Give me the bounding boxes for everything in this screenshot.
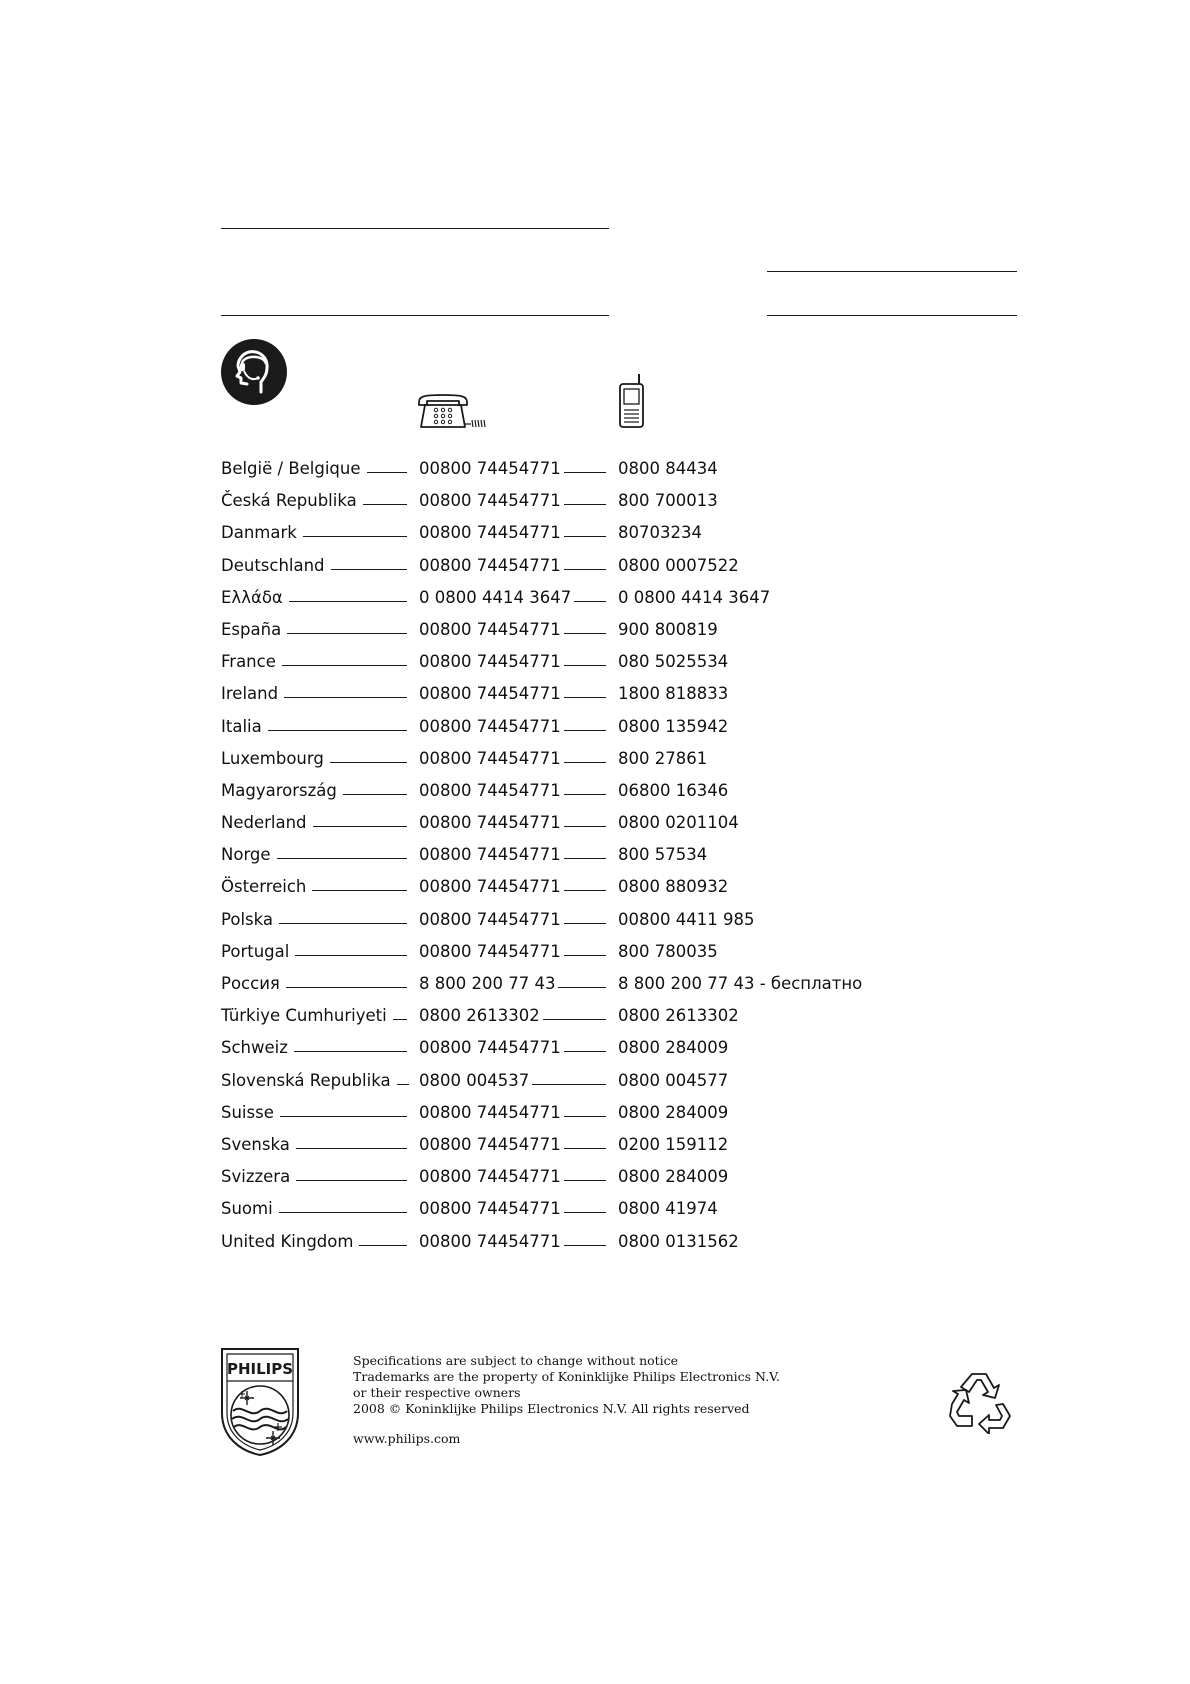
helpline-row [221,871,921,903]
mobile-number: 0800 004577 [618,1070,729,1090]
leader-line [286,968,407,988]
country-cell [221,1193,411,1225]
country-cell [221,1161,411,1193]
mobile-number: 800 57534 [618,845,708,865]
leader-line [543,1000,606,1020]
country-cell [221,743,411,775]
helpline-row [221,968,921,1000]
mobile-number: 0800 0007522 [618,555,739,575]
telephone-number: 00800 74454771 [419,684,561,704]
telephone-cell [419,678,612,710]
telephone-cell [419,839,612,871]
telephone-cell [419,1000,612,1032]
helpline-row [221,1032,921,1064]
leader-line [564,904,606,924]
leader-line [564,743,606,763]
country-name: Deutschland [221,555,325,575]
telephone-number: 00800 74454771 [419,748,561,768]
leader-line [367,453,407,473]
leader-line [564,485,606,505]
country-cell [221,904,411,936]
leader-line [294,1032,407,1052]
country-cell [221,1097,411,1129]
country-cell [221,871,411,903]
leader-line [296,1161,407,1181]
telephone-cell [419,517,612,549]
mobile-number: 0800 284009 [618,1038,729,1058]
telephone-number: 00800 74454771 [419,523,561,543]
country-name: België / Belgique [221,459,361,478]
telephone-cell [419,807,612,839]
country-cell [221,711,411,743]
leader-line [564,1161,606,1181]
telephone-cell [419,968,612,1000]
helpline-row [221,678,921,710]
telephone-cell [419,646,612,678]
country-cell [221,1000,411,1032]
leader-line [564,1032,606,1052]
mobile-number: 0800 135942 [618,716,729,736]
country-cell [221,453,411,485]
telephone-cell [419,1097,612,1129]
leader-line [287,614,407,634]
leader-line [558,968,606,988]
country-name: Россия [221,974,280,993]
leader-line [564,678,606,698]
helpline-row [221,775,921,807]
leader-line [532,1065,606,1085]
telephone-number: 00800 74454771 [419,813,561,833]
country-name: France [221,652,276,672]
leader-line [564,936,606,956]
leader-line [564,839,606,859]
blank-line-1 [221,228,609,229]
leader-line [397,1065,409,1085]
leader-line [564,807,606,827]
country-name: Schweiz [221,1038,288,1058]
telephone-cell [419,1129,612,1161]
country-name: Magyarország [221,780,337,800]
telephone-cell [419,936,612,968]
country-name: Polska [221,909,274,929]
leader-line [284,678,407,698]
mobile-number: 0800 2613302 [618,1006,739,1026]
helpline-row [221,1065,921,1097]
mobile-number: 8 800 200 77 43 - бесплатно [618,974,863,993]
helpline-row [221,839,921,871]
leader-line [343,775,407,795]
telephone-cell [419,743,612,775]
leader-line [279,1193,407,1213]
country-cell [221,678,411,710]
helpline-row [221,904,921,936]
leader-line [295,936,407,956]
helpline-row [221,517,921,549]
helpline-row [221,1000,921,1032]
telephone-number: 00800 74454771 [419,1199,561,1219]
recycle-icon [945,1370,1013,1434]
helpline-row [221,614,921,646]
leader-line [564,550,606,570]
country-name: Ireland [221,684,279,704]
leader-line [279,904,407,924]
leader-line [564,1193,606,1213]
philips-shield-logo [220,1347,300,1457]
mobile-phone-icon [617,372,647,430]
country-cell [221,1226,411,1258]
leader-line [331,550,407,570]
leader-line [280,1097,407,1117]
helpline-row [221,1226,921,1258]
helpline-row [221,743,921,775]
leader-line [393,1000,407,1020]
country-cell [221,1129,411,1161]
mobile-number: 80703234 [618,523,702,543]
helpline-row [221,646,921,678]
country-cell [221,517,411,549]
helpline-row [221,485,921,517]
headset-support-icon [220,338,288,406]
country-name: Slovenská Republika [221,1070,391,1090]
telephone-cell [419,904,612,936]
telephone-number: 8 800 200 77 43 [419,974,556,993]
helpline-row [221,1129,921,1161]
blank-line-2 [767,271,1017,272]
country-name: España [221,619,282,639]
mobile-number: 0800 284009 [618,1167,729,1187]
leader-line [312,871,407,891]
leader-line [564,1097,606,1117]
telephone-number: 00800 74454771 [419,877,561,897]
leader-line [564,646,606,666]
country-cell [221,968,411,1000]
mobile-number: 0800 0131562 [618,1231,739,1251]
country-name: Österreich [221,877,307,897]
telephone-cell [419,485,612,517]
leader-line [289,582,407,602]
leader-line [282,646,407,666]
mobile-number: 0800 880932 [618,877,729,897]
country-name: Ελλάδα [221,587,283,607]
helpline-row [221,453,921,485]
country-name: Italia [221,716,262,736]
mobile-number: 0 0800 4414 3647 [618,587,771,607]
country-name: Türkiye Cumhuriyeti [221,1006,387,1026]
telephone-cell [419,1193,612,1225]
country-name: Svenska [221,1134,290,1154]
telephone-number: 00800 74454771 [419,1231,561,1251]
leader-line [564,453,606,473]
telephone-number: 00800 74454771 [419,619,561,639]
telephone-cell [419,614,612,646]
telephone-number: 00800 74454771 [419,1102,561,1122]
telephone-number: 00800 74454771 [419,1038,561,1058]
telephone-number: 00800 74454771 [419,845,561,865]
country-name: Danmark [221,523,297,543]
leader-line [359,1226,407,1246]
leader-line [564,614,606,634]
telephone-cell [419,550,612,582]
telephone-number: 0800 004537 [419,1070,530,1090]
country-cell [221,775,411,807]
telephone-cell [419,1032,612,1064]
leader-line [564,775,606,795]
footer-owners: or their respective owners [353,1385,521,1400]
mobile-number: 0800 84434 [618,459,718,478]
helpline-row [221,936,921,968]
footer-trademarks: Trademarks are the property of Koninklijke Philips Electronics N.V. [353,1369,780,1384]
helpline-row [221,711,921,743]
footer-legal [353,1353,780,1447]
helpline-row [221,1193,921,1225]
telephone-cell [419,1226,612,1258]
blank-line-3 [221,315,609,316]
helpline-table [221,453,921,1258]
leader-line [313,807,407,827]
telephone-number: 0 0800 4414 3647 [419,587,572,607]
helpline-row [221,1097,921,1129]
helpline-row [221,1161,921,1193]
country-name: Portugal [221,941,290,961]
leader-line [268,711,407,731]
mobile-number: 0800 41974 [618,1199,718,1219]
country-cell [221,485,411,517]
helpline-row [221,550,921,582]
leader-line [564,711,606,731]
telephone-number: 00800 74454771 [419,1134,561,1154]
country-name: Norge [221,845,271,865]
country-cell [221,839,411,871]
footer-website-link[interactable]: www.philips.com [353,1431,461,1446]
country-cell [221,614,411,646]
country-name: Suisse [221,1102,274,1122]
telephone-number: 00800 74454771 [419,941,561,961]
mobile-number: 00800 4411 985 [618,909,755,929]
telephone-cell [419,871,612,903]
country-name: United Kingdom [221,1231,354,1251]
country-cell [221,646,411,678]
country-cell [221,936,411,968]
telephone-number: 00800 74454771 [419,716,561,736]
telephone-number: 00800 74454771 [419,780,561,800]
mobile-number: 080 5025534 [618,652,729,672]
mobile-number: 0800 284009 [618,1102,729,1122]
blank-line-4 [767,315,1017,316]
leader-line [296,1129,407,1149]
telephone-number: 00800 74454771 [419,909,561,929]
philips-wordmark: PHILIPS [226,1360,294,1378]
country-name: Svizzera [221,1167,291,1187]
leader-line [574,582,606,602]
telephone-cell [419,1065,612,1097]
telephone-number: 00800 74454771 [419,555,561,575]
telephone-number: 00800 74454771 [419,652,561,672]
country-name: Česká Republika [221,491,357,511]
telephone-cell [419,1161,612,1193]
footer-specs-notice: Specifications are subject to change without notice [353,1353,679,1368]
telephone-cell [419,453,612,485]
leader-line [564,517,606,537]
country-cell [221,1065,411,1097]
country-cell [221,582,411,614]
mobile-number: 1800 818833 [618,684,729,704]
leader-line [564,871,606,891]
telephone-number: 0800 2613302 [419,1006,540,1026]
country-name: Nederland [221,813,307,833]
country-name: Luxembourg [221,748,324,768]
helpline-row [221,807,921,839]
mobile-number: 0200 159112 [618,1134,729,1154]
leader-line [303,517,407,537]
country-cell [221,1032,411,1064]
landline-phone-icon [415,392,501,432]
telephone-cell [419,711,612,743]
mobile-number: 0800 0201104 [618,813,739,833]
telephone-number: 00800 74454771 [419,491,561,511]
mobile-number: 06800 16346 [618,780,729,800]
mobile-number: 800 27861 [618,748,708,768]
helpline-row [221,582,921,614]
leader-line [363,485,407,505]
country-name: Suomi [221,1199,273,1219]
country-cell [221,807,411,839]
mobile-number: 900 800819 [618,619,718,639]
country-cell [221,550,411,582]
telephone-number: 00800 74454771 [419,1167,561,1187]
leader-line [277,839,407,859]
leader-line [564,1129,606,1149]
telephone-cell [419,582,612,614]
mobile-number: 800 780035 [618,941,718,961]
footer-copyright: 2008 © Koninklijke Philips Electronics N.V. All rights reserved [353,1401,750,1416]
leader-line [330,743,407,763]
mobile-number: 800 700013 [618,491,718,511]
telephone-number: 00800 74454771 [419,459,561,478]
leader-line [564,1226,606,1246]
telephone-cell [419,775,612,807]
